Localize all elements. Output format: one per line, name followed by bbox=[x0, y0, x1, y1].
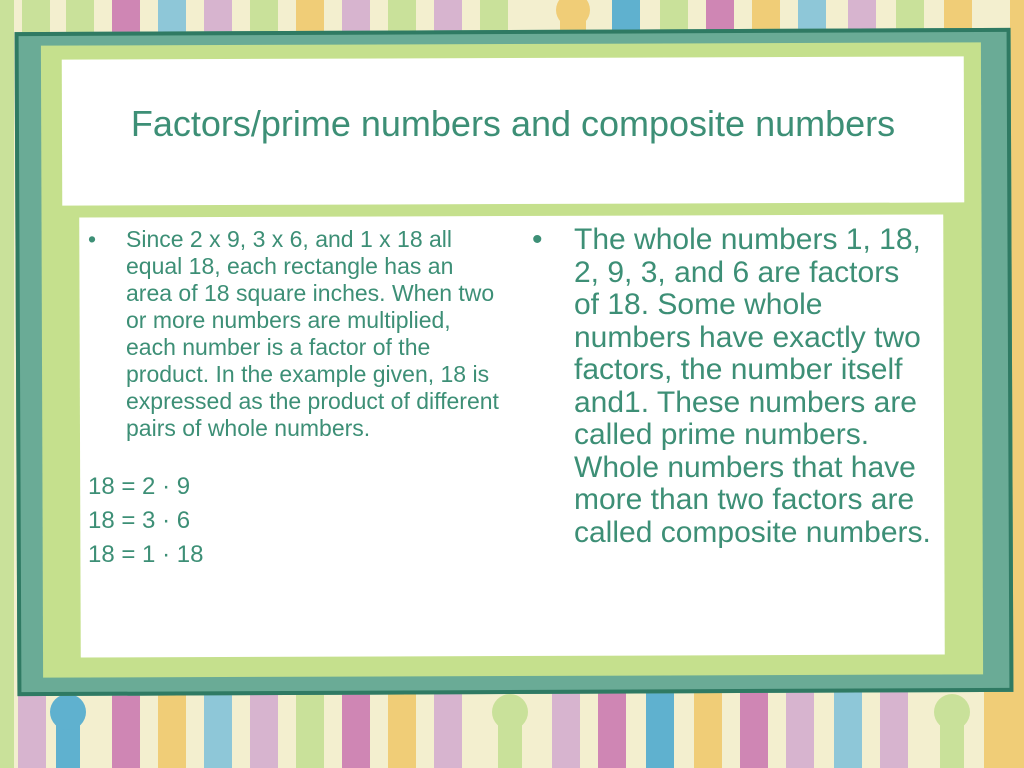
bullet-dot-icon: • bbox=[88, 226, 97, 252]
left-bullet-text: Since 2 x 9, 3 x 6, and 1 x 18 all equal 18, each rectangle has an area of 18 square inches. When two or more numbers are multiplied, each number is a factor of the product. In the example given, 18 is expressed as the product of different pairs of whole numbers. bbox=[126, 226, 499, 441]
left-bullet bbox=[88, 226, 504, 442]
slide-title: Factors/prime numbers and composite numbers bbox=[130, 103, 896, 144]
right-bullet bbox=[532, 224, 932, 549]
bullet-dot-icon: • bbox=[532, 223, 543, 256]
right-column bbox=[532, 224, 932, 549]
equation-line: 18 = 3 · 6 bbox=[88, 507, 191, 534]
right-bullet-text: The whole numbers 1, 18, 2, 9, 3, and 6 are factors of 18. Some whole numbers have exactly two factors, the number itself and1. These numbers are called prime numbers. Whole numbers that have more than two factors are called composite numbers. bbox=[574, 223, 931, 549]
equation-line: 18 = 1 · 18 bbox=[88, 541, 204, 568]
left-column bbox=[88, 226, 504, 572]
equation-list bbox=[88, 470, 504, 572]
equation-line: 18 = 2 · 9 bbox=[88, 473, 191, 500]
